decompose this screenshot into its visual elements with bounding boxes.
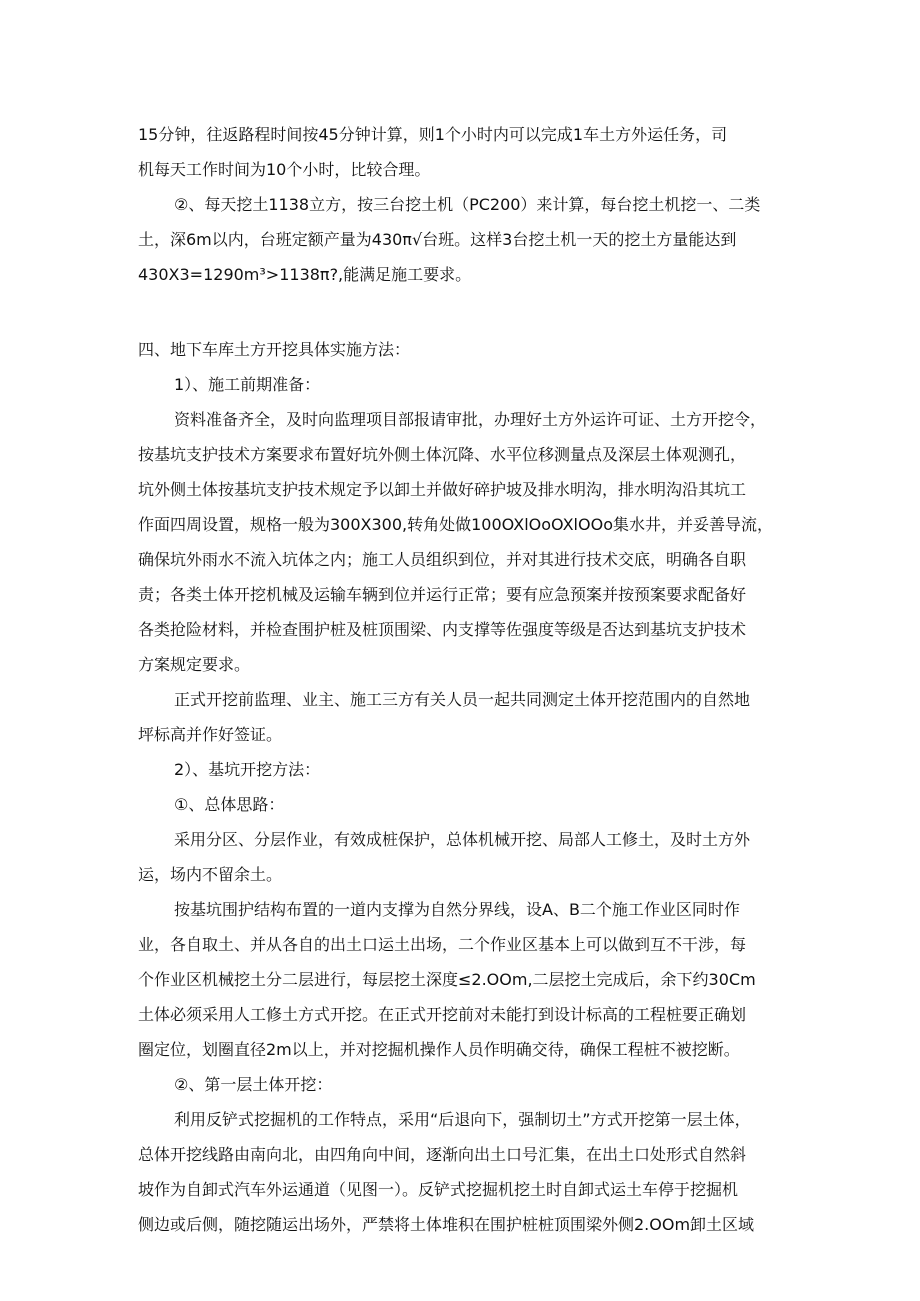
text-line: 15分钟，往返路程时间按45分钟计算，则1个小时内可以完成1车土方外运任务，司 — [138, 125, 728, 144]
item-heading: ②、第一层土体开挖： — [174, 1075, 333, 1094]
subsection-heading: 1）、施工前期准备： — [174, 375, 321, 394]
text-line: 利用反铲式挖掘机的工作特点，采用“后退向下，强制切土”方式开挖第一层土体， — [174, 1110, 751, 1129]
text-line: 土体必须采用人工修土方式开挖。在正式开挖前对未能打到设计标高的工程桩要正确划 — [138, 1005, 747, 1024]
text-line: 总体开挖线路由南向北，由四角向中间，逐渐向出土口号汇集，在出土口处形式自然斜 — [138, 1145, 747, 1164]
text-line: 430X3=1290m³>1138π?,能满足施工要求。 — [138, 265, 472, 284]
text-line: 圈定位，划圈直径2m以上，并对挖掘机操作人员作明确交待，确保工程桩不被挖断。 — [138, 1040, 740, 1059]
subsection-heading: 2）、基坑开挖方法： — [174, 760, 321, 779]
item-heading: ①、总体思路： — [174, 795, 285, 814]
text-line: ②、每天挖土1138立方，按三台挖土机（PC200）来计算，每台挖土机挖一、二类 — [174, 195, 761, 214]
text-line: 资料准备齐全，及时向监理项目部报请审批，办理好土方外运许可证、土方开挖令， — [174, 410, 767, 429]
text-line: 按基坑支护技术方案要求布置好坑外侧土体沉降、水平位移测量点及深层土体观测孔， — [138, 445, 747, 464]
text-line: 机每天工作时间为10个小时，比较合理。 — [138, 160, 431, 179]
text-line: 坑外侧土体按基坑支护技术规定予以卸土并做好碎护坡及排水明沟，排水明沟沿其坑工 — [138, 480, 747, 499]
text-line: 各类抢险材料，并检查围护桩及桩顶围梁、内支撑等佐强度等级是否达到基坑支护技术 — [138, 620, 747, 639]
text-line: 责；各类土体开挖机械及运输车辆到位并运行正常；要有应急预案并按预案要求配备好 — [138, 585, 747, 604]
text-line: 采用分区、分层作业，有效成桩保护，总体机械开挖、局部人工修土，及时土方外 — [174, 830, 751, 849]
text-line: 方案规定要求。 — [138, 655, 251, 674]
text-line: 业，各自取土、并从各自的出土口运土出场，二个作业区基本上可以做到互不干涉，每 — [138, 935, 747, 954]
text-line: 作面四周设置，规格一般为300X300,转角处做100OXlOoOXlOOo集水井，并妥善导流， — [138, 515, 773, 534]
text-line: 按基坑围护结构布置的一道内支撑为自然分界线，设A、B二个施工作业区同时作 — [174, 900, 740, 919]
text-line: 坡作为自卸式汽车外运通道（见图一）。反铲式挖掘机挖土时自卸式运土车停于挖掘机 — [138, 1180, 739, 1199]
text-line: 土，深6m以内，台班定额产量为430π√台班。这样3台挖土机一天的挖土方量能达到 — [138, 230, 737, 249]
text-line: 正式开挖前监理、业主、施工三方有关人员一起共同测定土体开挖范围内的自然地 — [174, 690, 751, 709]
section-heading: 四、地下车库土方开挖具体实施方法： — [138, 340, 411, 359]
text-line: 确保坑外雨水不流入坑体之内；施工人员组织到位，并对其进行技术交底，明确各自职 — [138, 550, 747, 569]
text-line: 坪标高并作好签证。 — [138, 725, 283, 744]
text-line: 运，场内不留余土。 — [138, 865, 283, 884]
text-line: 个作业区机械挖土分二层进行，每层挖土深度≤2.OOm,二层挖土完成后，余下约30Cm — [138, 970, 756, 989]
text-line: 侧边或后侧，随挖随运出场外，严禁将土体堆积在围护桩桩顶围梁外侧2.OOm卸土区域 — [138, 1215, 755, 1234]
